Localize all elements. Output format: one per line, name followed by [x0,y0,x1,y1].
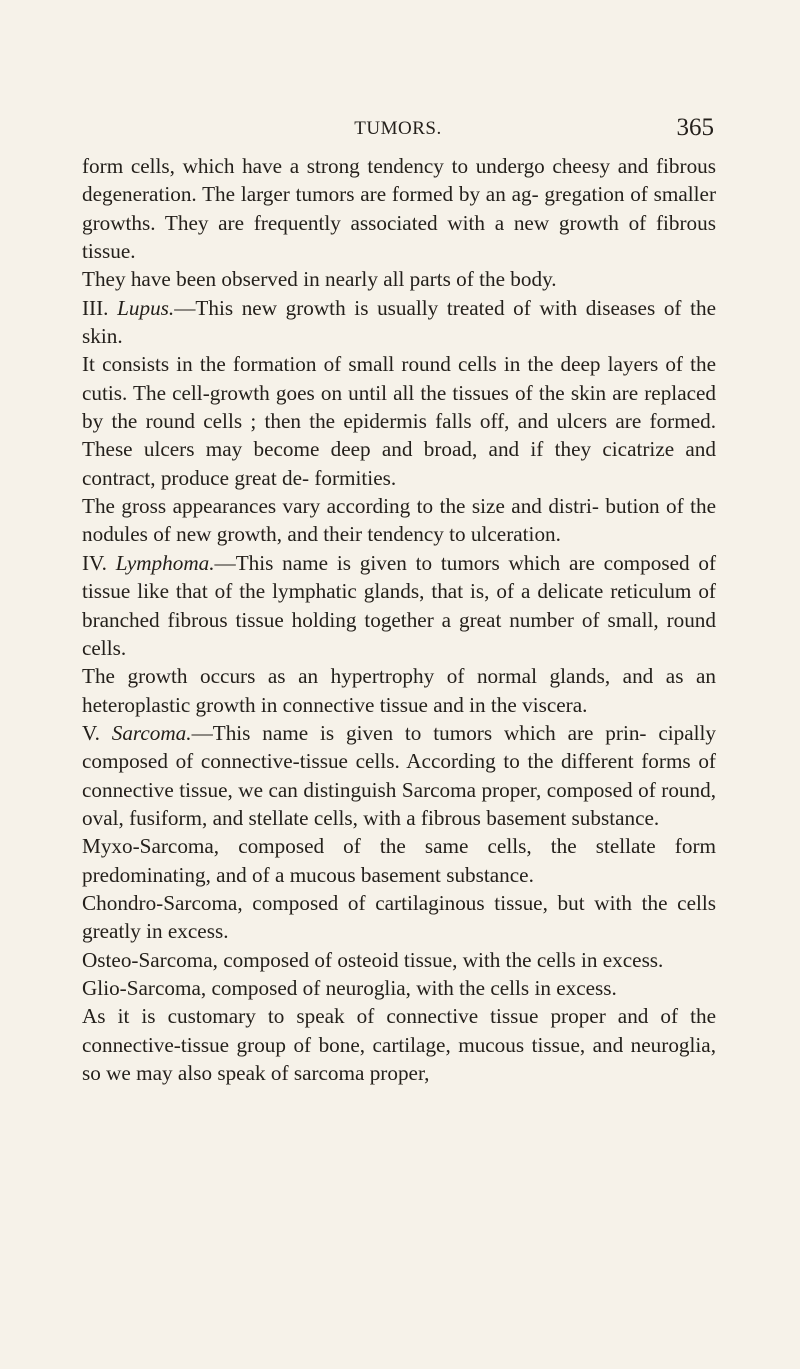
running-title: TUMORS. [354,118,442,139]
section-term: Lymphoma. [115,550,215,575]
page-number: 365 [676,114,714,141]
section-numeral: III. [82,295,118,320]
section-term: Sarcoma. [111,720,192,745]
paragraph: Chondro-Sarcoma, composed of cartilaginous tissue, but with the cells greatly in excess. [82,890,716,944]
paragraph-sarcoma [82,719,716,832]
paragraph: As it is customary to speak of connective tissue proper and of the connective-tissue group of bone, cartilage, mucous tissue, and neuroglia, so we may also speak of sarcoma proper, [82,1004,716,1085]
section-term: Lupus. [117,295,175,320]
paragraph: Osteo-Sarcoma, composed of osteoid tissue, with the cells in excess. [82,947,664,972]
page-header [82,114,714,144]
paragraph-text: —This name is given to tumors which are prin- cipally composed of connective-tissue cells. According to the different forms of connective tissue, we can distinguish Sarcoma proper, composed of round, oval, fusiform, and stellate cells, with a fibrous basement substance. [82,720,716,830]
paragraph: Glio-Sarcoma, composed of neuroglia, with the cells in excess. [82,975,617,1000]
paragraph: The growth occurs as an hypertrophy of normal glands, and as an heteroplastic growth in connective tissue and in the viscera. [82,664,716,717]
paragraph: They have been observed in nearly all parts of the body. [82,267,557,292]
paragraph: It consists in the formation of small round cells in the deep layers of the cutis. The cell-growth goes on until all the tissues of the skin are replaced by the round cells ; then the epidermis falls off, and ulcers are formed. These ulcers may become deep and broad, and if they cicatrize and contract, produce great de- formities. [82,352,716,490]
section-numeral: IV. [82,550,116,575]
paragraph-text: —This name is given to tumors which are composed of tissue like that of the lymphatic glands, that is, of a delicate reticulum of branched fibrous tissue holding together a great number of small, round cells. [82,550,716,660]
paragraph: The gross appearances vary according to the size and distri- bution of the nodules of new growth, and their tendency to ulceration. [82,494,716,547]
paragraph: Myxo-Sarcoma, composed of the same cells, the stellate form predominating, and of a mucous basement substance. [82,834,716,887]
paragraph: form cells, which have a strong tendency to undergo cheesy and fibrous degeneration. The larger tumors are formed by an ag- gregation of smaller growths. They are frequently associated with a new growth of fibrous tissue. [82,154,716,264]
paragraph-lupus [82,294,716,351]
section-numeral: V. [82,720,112,745]
paragraph-text: —This new growth is usually treated of with diseases of the skin. [82,295,716,349]
paragraph-lymphoma [82,549,716,662]
body-text [82,152,716,1087]
